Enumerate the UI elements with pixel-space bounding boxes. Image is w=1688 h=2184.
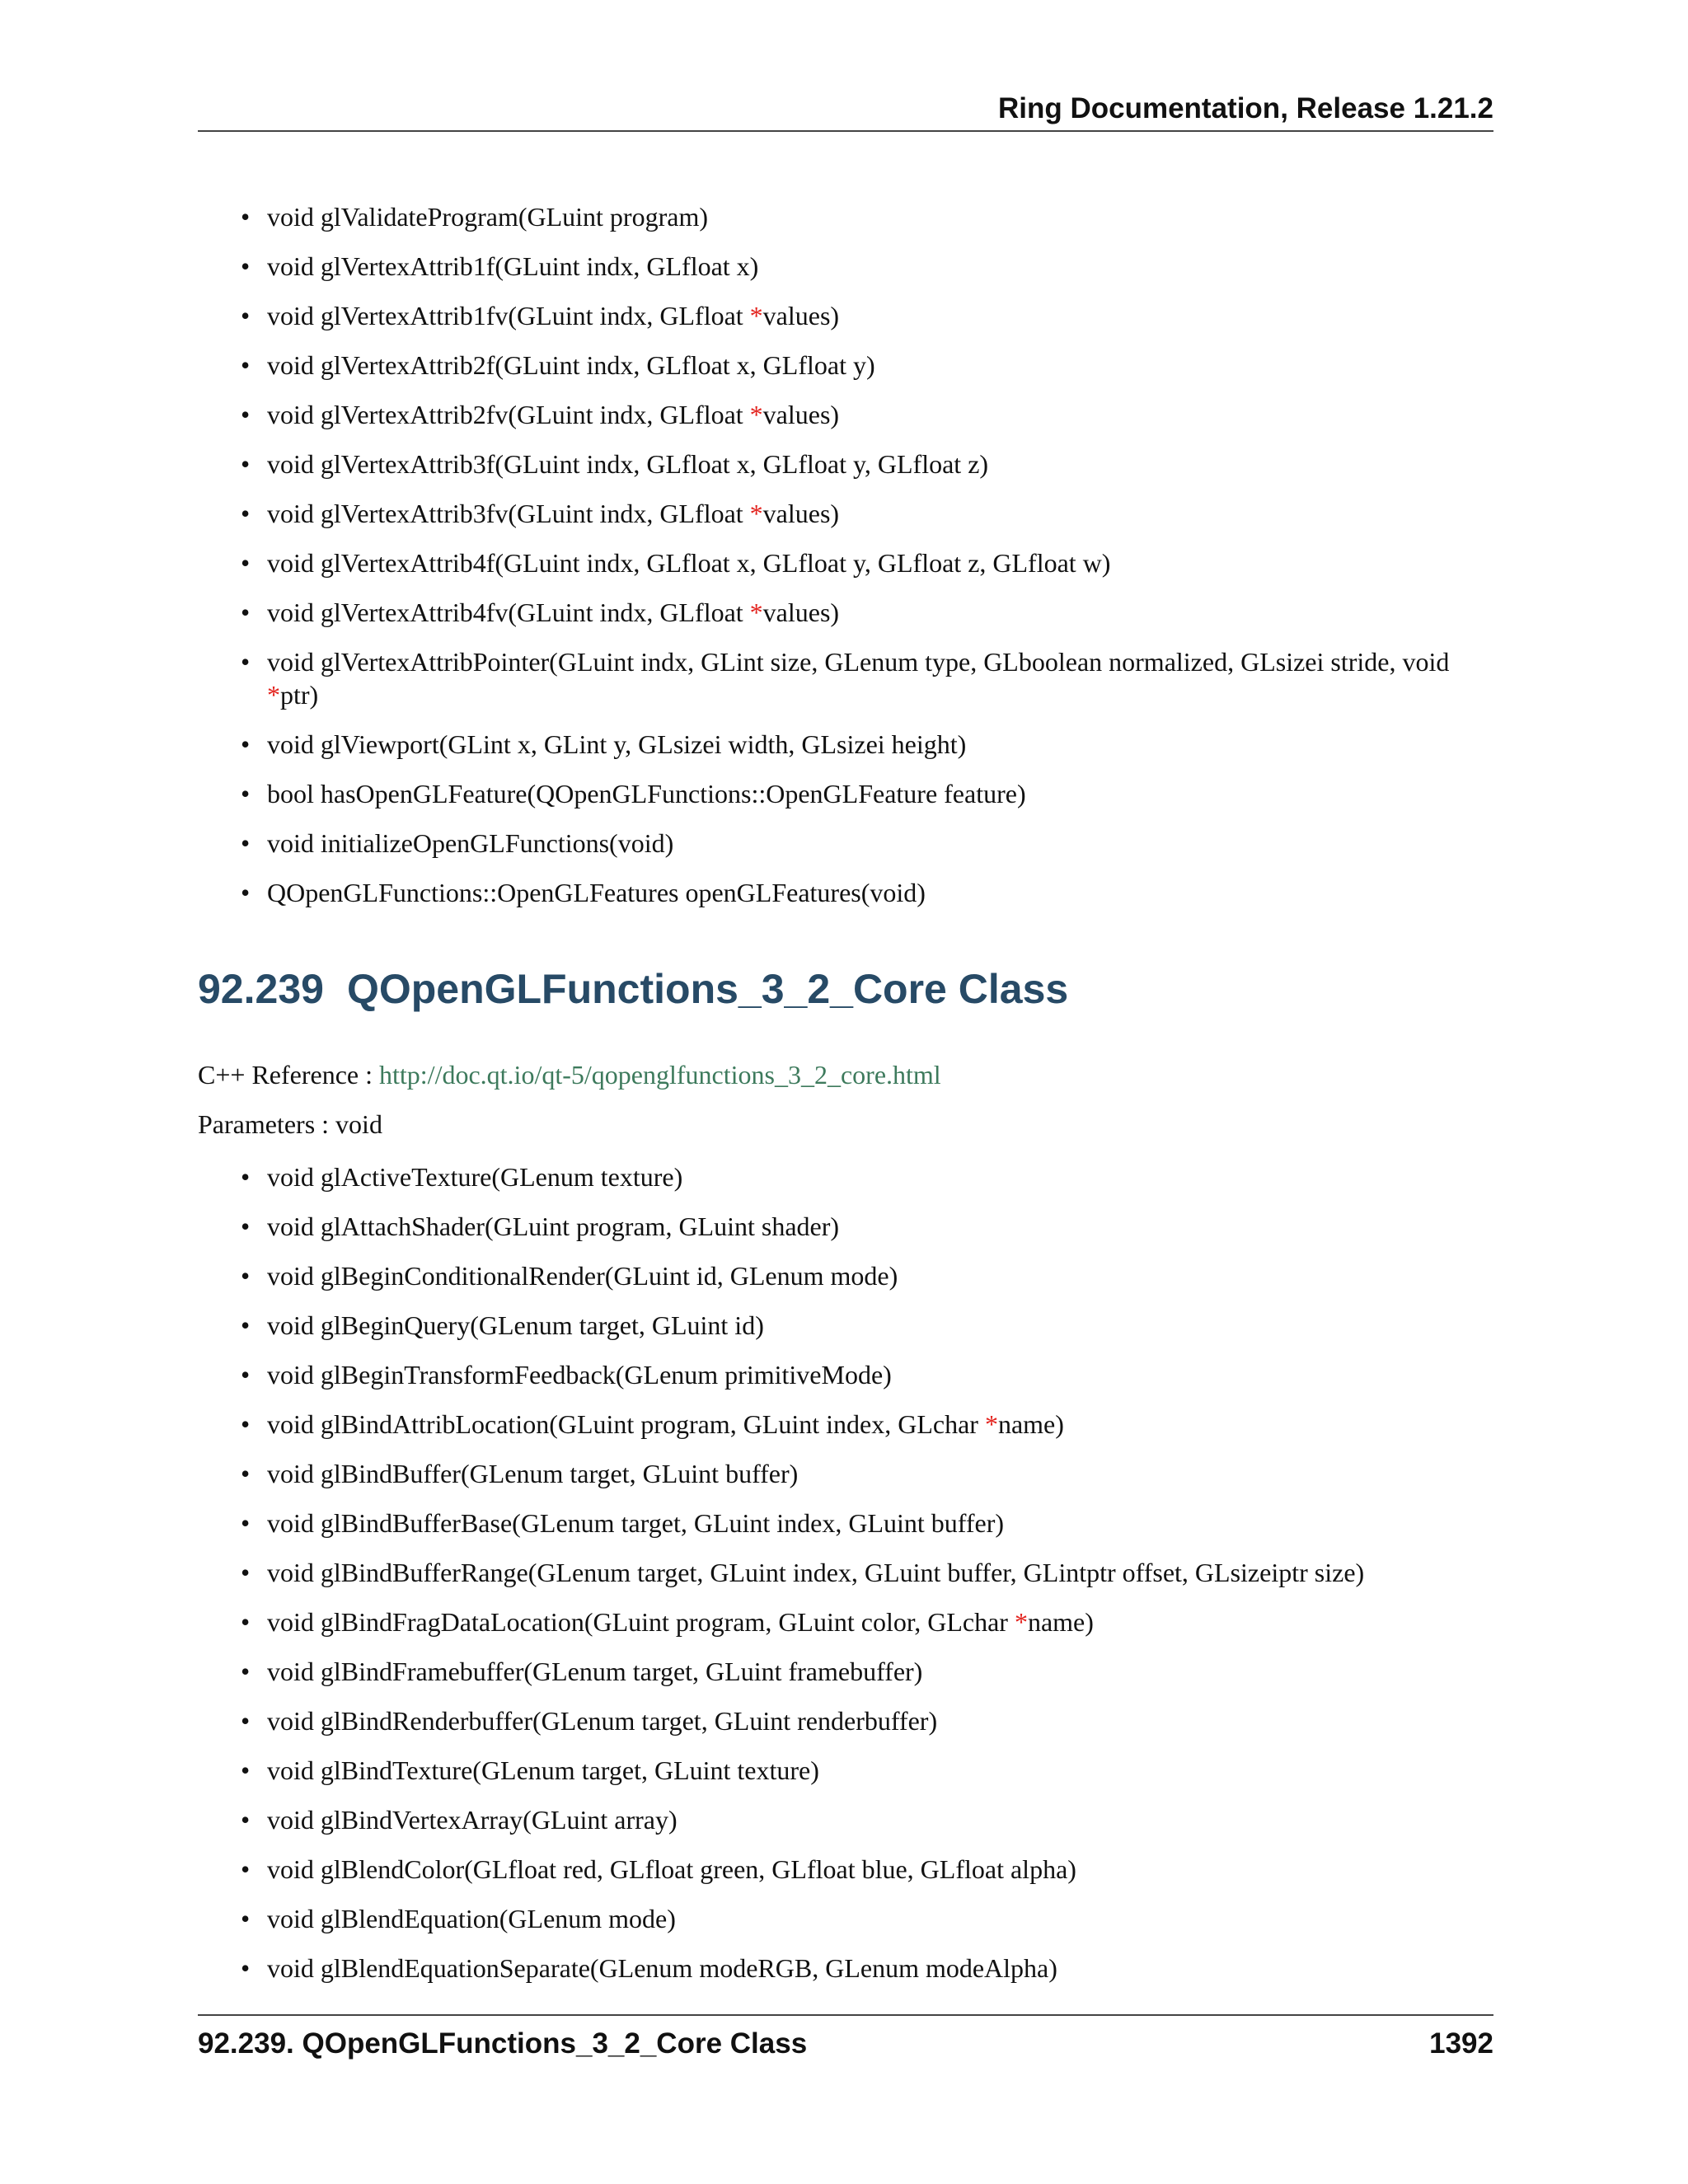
- function-signature-start: void glVertexAttrib3fv(GLuint indx, GLfloat: [267, 499, 750, 528]
- parameters-value: void: [335, 1109, 382, 1139]
- function-signature: void glBindBufferBase(GLenum target, GLuint index, GLuint buffer): [267, 1508, 1005, 1538]
- function-signature: void glBindRenderbuffer(GLenum target, GLuint renderbuffer): [267, 1706, 938, 1736]
- function-signature-start: void glBindFragDataLocation(GLuint program, GLuint color, GLchar: [267, 1607, 1015, 1637]
- bullet-icon: •: [241, 1261, 251, 1291]
- list-item: [198, 546, 1493, 579]
- pointer-star: *: [267, 680, 280, 710]
- function-signature: void glBeginConditionalRender(GLuint id, GLenum mode): [267, 1261, 898, 1291]
- list-item: [198, 645, 1493, 711]
- function-signature: void glAttachShader(GLuint program, GLuint shader): [267, 1212, 840, 1241]
- parameters-line: [198, 1108, 382, 1141]
- list-item: [198, 827, 1493, 860]
- function-signature: void glBlendEquationSeparate(GLenum modeRGB, GLenum modeAlpha): [267, 1953, 1057, 1983]
- function-signature-start: void glVertexAttrib2fv(GLuint indx, GLfloat: [267, 400, 750, 429]
- bullet-icon: •: [241, 400, 251, 429]
- bullet-icon: •: [241, 729, 251, 759]
- bullet-icon: •: [241, 449, 251, 479]
- bullet-icon: •: [241, 1508, 251, 1538]
- page-number: 1392: [1429, 2027, 1493, 2060]
- bullet-icon: •: [241, 499, 251, 528]
- list-item: [198, 1259, 1493, 1292]
- function-signature-end: name): [1027, 1607, 1094, 1637]
- bullet-icon: •: [241, 548, 251, 578]
- list-item: [198, 1358, 1493, 1391]
- page-footer: [198, 2014, 1493, 2065]
- function-signature-end: values): [762, 301, 840, 330]
- pointer-star: *: [984, 1409, 998, 1439]
- parameters-label: Parameters :: [198, 1109, 330, 1139]
- list-item: [198, 876, 1493, 909]
- list-item: [198, 1556, 1493, 1589]
- pointer-star: *: [1014, 1607, 1028, 1637]
- bullet-icon: •: [241, 1657, 251, 1686]
- section-heading: [198, 964, 1068, 1014]
- list-item: [198, 1210, 1493, 1243]
- section-title: QOpenGLFunctions_3_2_Core Class: [346, 966, 1069, 1012]
- list-item: [198, 728, 1493, 761]
- footer-section-title: 92.239. QOpenGLFunctions_3_2_Core Class: [198, 2027, 808, 2060]
- function-signature-start: void glVertexAttrib4fv(GLuint indx, GLfloat: [267, 598, 750, 627]
- bullet-icon: •: [241, 251, 251, 281]
- function-list-top: [198, 200, 1493, 926]
- bullet-icon: •: [241, 1755, 251, 1785]
- bullet-icon: •: [241, 1558, 251, 1587]
- function-signature-end: name): [997, 1409, 1064, 1439]
- list-item: [198, 1754, 1493, 1787]
- function-signature: void glValidateProgram(GLuint program): [267, 202, 708, 232]
- list-item: [198, 299, 1493, 332]
- function-signature-end: values): [762, 400, 840, 429]
- bullet-icon: •: [241, 1805, 251, 1835]
- list-item: [198, 1507, 1493, 1540]
- list-item: [198, 1605, 1493, 1638]
- list-item: [198, 1457, 1493, 1490]
- list-item: [198, 1704, 1493, 1737]
- function-list-bottom: [198, 1160, 1493, 2001]
- function-signature: void glBindVertexArray(GLuint array): [267, 1805, 678, 1835]
- function-signature: void initializeOpenGLFunctions(void): [267, 828, 674, 858]
- function-signature: void glBlendEquation(GLenum mode): [267, 1904, 676, 1933]
- function-signature: void glBindFramebuffer(GLenum target, GLuint framebuffer): [267, 1657, 923, 1686]
- function-signature: void glBindBuffer(GLenum target, GLuint buffer): [267, 1459, 799, 1488]
- list-item: [198, 777, 1493, 810]
- bullet-icon: •: [241, 598, 251, 627]
- function-signature: void glBindTexture(GLenum target, GLuint texture): [267, 1755, 819, 1785]
- bullet-icon: •: [241, 647, 251, 677]
- function-signature: void glVertexAttrib4f(GLuint indx, GLfloat x, GLfloat y, GLfloat z, GLfloat w): [267, 548, 1111, 578]
- function-signature: void glVertexAttrib3f(GLuint indx, GLfloat x, GLfloat y, GLfloat z): [267, 449, 989, 479]
- pointer-star: *: [749, 598, 763, 627]
- list-item: [198, 1309, 1493, 1342]
- pointer-star: *: [749, 400, 763, 429]
- page-header: [198, 91, 1493, 132]
- list-item: [198, 596, 1493, 629]
- function-signature-end: values): [762, 598, 840, 627]
- bullet-icon: •: [241, 350, 251, 380]
- bullet-icon: •: [241, 202, 251, 232]
- bullet-icon: •: [241, 779, 251, 808]
- list-item: [198, 448, 1493, 480]
- list-item: [198, 1655, 1493, 1688]
- cpp-reference-link[interactable]: http://doc.qt.io/qt-5/qopenglfunctions_3_2_core.html: [379, 1060, 941, 1090]
- bullet-icon: •: [241, 1607, 251, 1637]
- bullet-icon: •: [241, 1706, 251, 1736]
- list-item: [198, 1160, 1493, 1193]
- list-item: [198, 349, 1493, 382]
- function-signature-end: values): [762, 499, 840, 528]
- function-signature-start: void glBindAttribLocation(GLuint program, GLuint index, GLchar: [267, 1409, 985, 1439]
- function-signature-start: void glVertexAttribPointer(GLuint indx, GLint size, GLenum type, GLboolean normalized, GLsizei stride, void: [267, 647, 1450, 677]
- document-title: Ring Documentation, Release 1.21.2: [997, 92, 1493, 124]
- list-item: [198, 497, 1493, 530]
- bullet-icon: •: [241, 1310, 251, 1340]
- function-signature: void glBlendColor(GLfloat red, GLfloat green, GLfloat blue, GLfloat alpha): [267, 1854, 1076, 1884]
- function-signature: QOpenGLFunctions::OpenGLFeatures openGLFeatures(void): [267, 878, 926, 907]
- cpp-reference-line: [198, 1058, 941, 1091]
- list-item: [198, 1853, 1493, 1886]
- function-signature: void glBeginTransformFeedback(GLenum primitiveMode): [267, 1360, 892, 1390]
- bullet-icon: •: [241, 1212, 251, 1241]
- bullet-icon: •: [241, 1459, 251, 1488]
- function-signature: void glVertexAttrib1f(GLuint indx, GLfloat x): [267, 251, 759, 281]
- bullet-icon: •: [241, 1854, 251, 1884]
- list-item: [198, 1902, 1493, 1935]
- bullet-icon: •: [241, 1409, 251, 1439]
- list-item: [198, 200, 1493, 233]
- list-item: [198, 1408, 1493, 1441]
- cpp-reference-label: C++ Reference :: [198, 1060, 373, 1090]
- function-signature: void glVertexAttrib2f(GLuint indx, GLfloat x, GLfloat y): [267, 350, 875, 380]
- bullet-icon: •: [241, 1953, 251, 1983]
- function-signature: void glViewport(GLint x, GLint y, GLsizei width, GLsizei height): [267, 729, 967, 759]
- list-item: [198, 398, 1493, 431]
- bullet-icon: •: [241, 301, 251, 330]
- pointer-star: *: [749, 499, 763, 528]
- bullet-icon: •: [241, 828, 251, 858]
- function-signature-start: void glVertexAttrib1fv(GLuint indx, GLfloat: [267, 301, 750, 330]
- bullet-icon: •: [241, 1904, 251, 1933]
- bullet-icon: •: [241, 1360, 251, 1390]
- list-item: [198, 1952, 1493, 1985]
- list-item: [198, 1803, 1493, 1836]
- section-number: 92.239: [198, 966, 324, 1012]
- function-signature: void glActiveTexture(GLenum texture): [267, 1162, 683, 1192]
- list-item: [198, 250, 1493, 283]
- function-signature-end: ptr): [280, 680, 319, 710]
- function-signature: bool hasOpenGLFeature(QOpenGLFunctions::OpenGLFeature feature): [267, 779, 1026, 808]
- function-signature: void glBeginQuery(GLenum target, GLuint id): [267, 1310, 764, 1340]
- bullet-icon: •: [241, 1162, 251, 1192]
- function-signature: void glBindBufferRange(GLenum target, GLuint index, GLuint buffer, GLintptr offset, GLsizeiptr size): [267, 1558, 1365, 1587]
- bullet-icon: •: [241, 878, 251, 907]
- pointer-star: *: [749, 301, 763, 330]
